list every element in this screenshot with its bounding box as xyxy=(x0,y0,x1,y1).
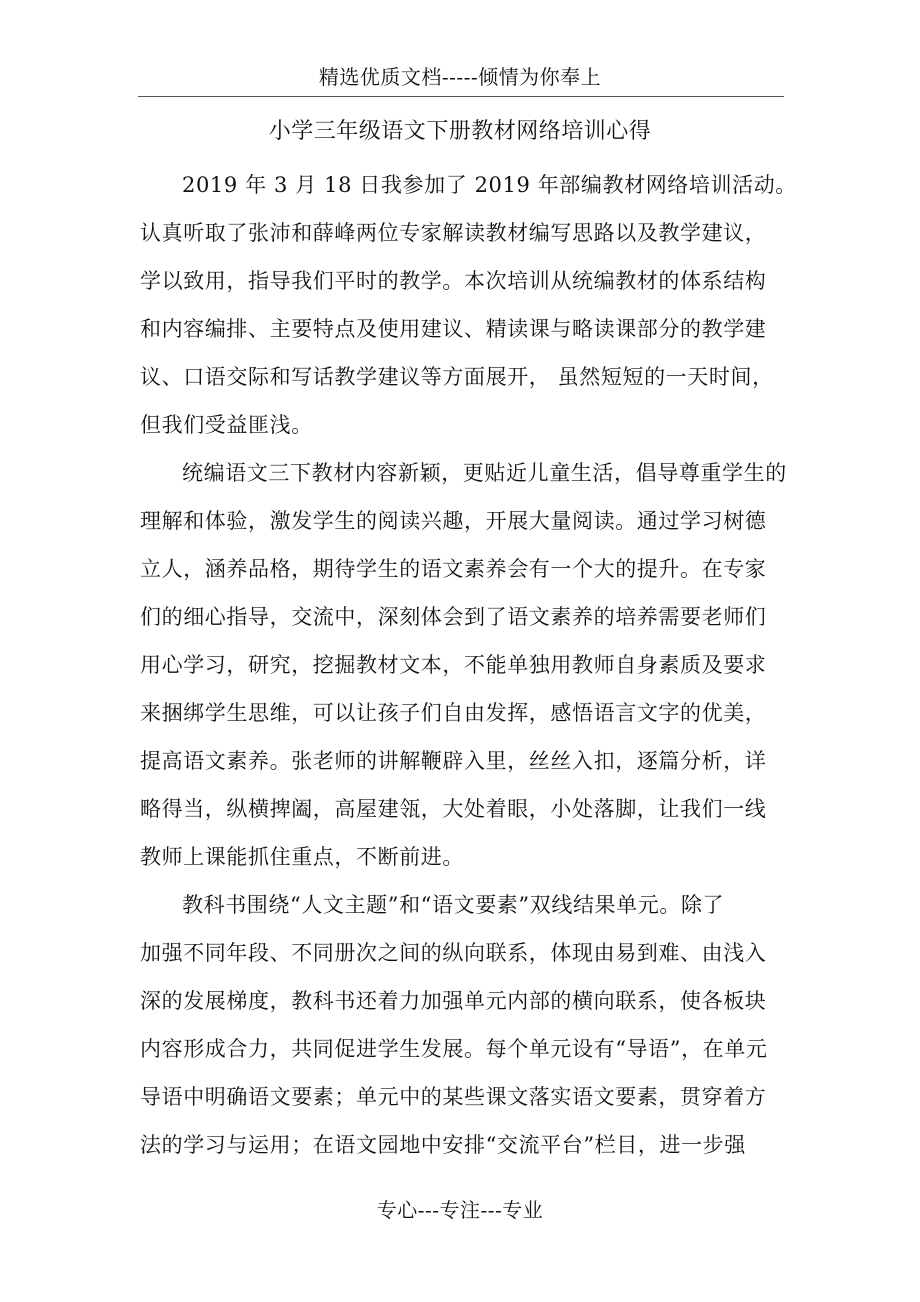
paragraph-2-line-5: 用心学习，研究，挖掘教材文本，不能单独用教师自身素质及要求 xyxy=(140,653,767,677)
paragraph-2-line-9: 教师上课能抓住重点，不断前进。 xyxy=(140,845,464,869)
paragraph-1-line-4: 和内容编排、主要特点及使用建议、精读课与略读课部分的教学建 xyxy=(140,317,767,341)
paragraph-1-line-6: 但我们受益匪浅。 xyxy=(140,413,313,437)
page-footer: 专心---专注---专业 xyxy=(376,1198,544,1222)
paragraph-1-line-5: 议、口语交际和写话教学建议等方面展开， 虽然短短的一天时间， xyxy=(140,365,774,389)
header-divider xyxy=(138,96,784,97)
paragraph-3-line-6: 法的学习与运用；在语文园地中安排“交流平台”栏目，进一步强 xyxy=(140,1133,746,1157)
document-title: 小学三年级语文下册教材网络培训心得 xyxy=(268,119,652,144)
paragraph-1-line-3: 学以致用，指导我们平时的教学。本次培训从统编教材的体系结构 xyxy=(140,269,767,293)
paragraph-2-line-3: 立人，涵养品格，期待学生的语文素养会有一个大的提升。在专家 xyxy=(140,557,767,581)
paragraph-3-line-3: 深的发展梯度，教科书还着力加强单元内部的横向联系，使各板块 xyxy=(140,989,767,1013)
paragraph-2-line-6: 来捆绑学生思维，可以让孩子们自由发挥，感悟语言文字的优美， xyxy=(140,701,767,725)
paragraph-2-line-4: 们的细心指导，交流中，深刻体会到了语文素养的培养需要老师们 xyxy=(140,605,767,629)
document-body xyxy=(140,168,797,1176)
paragraph-3-line-5: 导语中明确语文要素；单元中的某些课文落实语文要素，贯穿着方 xyxy=(140,1085,767,1109)
paragraph-2-line-8: 略得当，纵横捭阖，高屋建瓴，大处着眼，小处落脚，让我们一线 xyxy=(140,797,767,821)
paragraph-2-line-7: 提高语文素养。张老师的讲解鞭辟入里，丝丝入扣，逐篇分析，详 xyxy=(140,749,767,773)
paragraph-3-line-4: 内容形成合力，共同促进学生发展。每个单元设有“导语”，在单元 xyxy=(140,1037,768,1061)
paragraph-1-line-1: 2019 年 3 月 18 日我参加了 2019 年部编教材网络培训活动。 xyxy=(182,173,797,197)
paragraph-2-line-2: 理解和体验，激发学生的阅读兴趣，开展大量阅读。通过学习树德 xyxy=(140,509,767,533)
paragraph-1-line-2: 认真听取了张沛和薛峰两位专家解读教材编写思路以及教学建议， xyxy=(140,221,767,245)
paragraph-2-line-1: 统编语文三下教材内容新颖，更贴近儿童生活，倡导尊重学生的 xyxy=(182,461,787,485)
page-header: 精选优质文档-----倾情为你奉上 xyxy=(318,65,602,89)
paragraph-3-line-2: 加强不同年段、不同册次之间的纵向联系，体现由易到难、由浅入 xyxy=(140,941,767,965)
paragraph-3-line-1: 教科书围绕“人文主题”和“语文要素”双线结果单元。除了 xyxy=(182,893,725,917)
